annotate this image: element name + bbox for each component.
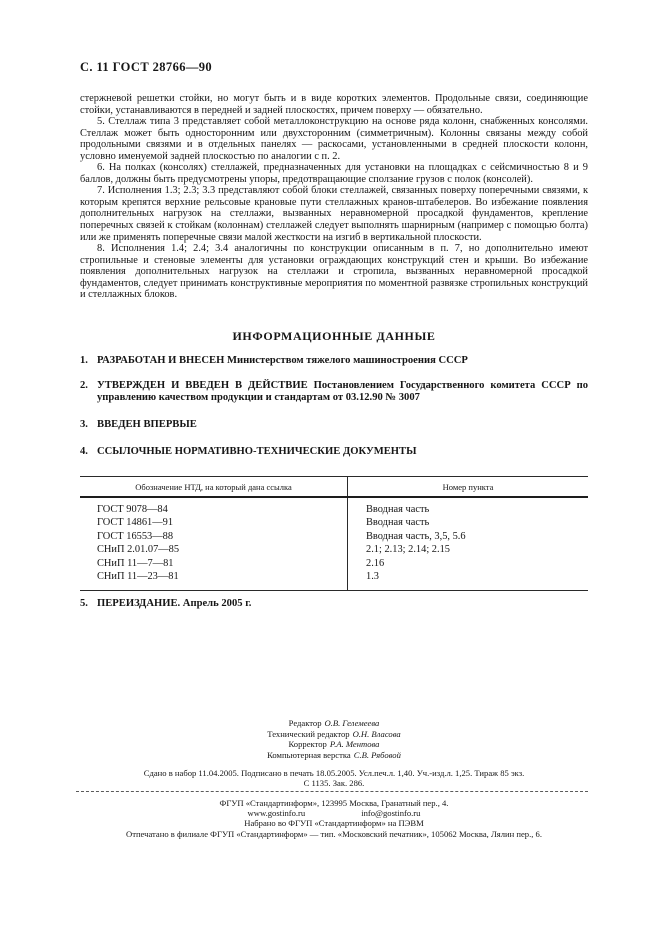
cell-ntd: СНиП 11—7—81 (80, 557, 348, 570)
print-info (40, 768, 628, 789)
item-text: РАЗРАБОТАН И ВНЕСЕН Министерством тяжелого машиностроения СССР (97, 355, 468, 366)
cell-ntd: ГОСТ 9078—84 (80, 498, 348, 516)
editors-block (80, 718, 588, 760)
item-number: 4. (80, 446, 88, 457)
cell-ntd: СНиП 2.01.07—85 (80, 543, 348, 556)
item-number: 2. (80, 380, 88, 391)
table-header-ntd: Обозначение НТД, на который дана ссылка (80, 477, 348, 496)
editor-role: Корректор (288, 739, 327, 750)
paragraph: стержневой решетки стойки, но могут быть и в виде коротких элементов. Продольные связи, соединяющие стойки, устанавливаются в передней и задней плоскостях, причем поверху — обязательно. (80, 93, 588, 116)
editor-name: С.В. Рябовой (353, 749, 401, 760)
item-text: ПЕРЕИЗДАНИЕ. Апрель 2005 г. (97, 598, 252, 609)
editor-role: Редактор (288, 718, 322, 728)
cell-punkt: 1.3 (366, 571, 379, 583)
info-item-reissue (80, 598, 588, 610)
editor-line (80, 729, 588, 740)
imprint-block (40, 798, 628, 839)
table-row (80, 543, 588, 556)
print-line: С 1135. Зак. 286. (303, 778, 365, 789)
table-row (80, 516, 588, 529)
item-number: 1. (80, 355, 88, 366)
item-text: ССЫЛОЧНЫЕ НОРМАТИВНО-ТЕХНИЧЕСКИЕ ДОКУМЕНТЫ (97, 446, 417, 457)
info-item-references (80, 446, 588, 458)
editor-line (80, 750, 588, 761)
horizontal-divider (76, 791, 588, 792)
imprint-contacts (40, 808, 628, 818)
website-text: www.gostinfo.ru (247, 808, 306, 819)
info-item-first-edition (80, 419, 588, 431)
editor-name: Р.А. Ментова (329, 739, 380, 750)
editor-name: О.В. Гелемеева (324, 718, 380, 728)
paragraph: 6. На полках (консолях) стеллажей, предназначенных для установки на площадках с сейсмичностью 8 и 9 баллов, должны быть предусмотрены упоры, предотвращающие сползание грузов с полок (консолей). (80, 162, 588, 185)
item-text: УТВЕРЖДЕН И ВВЕДЕН В ДЕЙСТВИЕ Постановлением Государственного комитета СССР по управлению качеством продукции и стандартам от 03.12.90 № 3007 (97, 380, 588, 403)
table-row (80, 570, 588, 590)
info-item-developed (80, 355, 588, 367)
imprint-address: ФГУП «Стандартинформ», 123995 Москва, Гранатный пер., 4. (219, 798, 449, 808)
cell-punkt: 2.16 (366, 557, 385, 569)
cell-ntd: СНиП 11—23—81 (80, 570, 348, 590)
table-row (80, 530, 588, 543)
paragraph: 8. Исполнения 1.4; 2.4; 3.4 аналогичны по конструкции описанным в п. 7, но дополнительно имеют стропильные и стеновые элементы для установки ограждающих конструкций стен и крыши. Во избежание появления дополнительных нагрузок на стеллажи и стропила, вызванных неравномерной просадкой фундаментов, следует принимать конструктивные мероприятия по моментной развязке стропильных конструкций и стеллажных блоков. (80, 243, 588, 301)
cell-punkt: Вводная часть (366, 504, 430, 515)
editor-line (80, 718, 588, 729)
imprint-typeset: Набрано во ФГУП «Стандартинформ» на ПЭВМ (244, 818, 424, 829)
table-body (80, 498, 588, 590)
item-text: ВВЕДЕН ВПЕРВЫЕ (97, 419, 197, 430)
email-text: info@gostinfo.ru (361, 808, 421, 819)
table-row (80, 557, 588, 570)
item-number: 5. (80, 598, 88, 609)
imprint-printed: Отпечатано в филиале ФГУП «Стандартинформ» — тип. «Московский печатник», 105062 Москва, Лялин пер., 6. (125, 828, 542, 839)
editor-line (80, 739, 588, 750)
cell-punkt: 2.1; 2.13; 2.14; 2.15 (366, 544, 450, 556)
info-item-approved (80, 380, 588, 403)
cell-ntd: ГОСТ 14861—91 (80, 516, 348, 529)
editor-role: Технический редактор (267, 728, 350, 739)
print-line: Сдано в набор 11.04.2005. Подписано в печать 18.05.2005. Усл.печ.л. 1,40. Уч.-изд.л. 1,25. Тираж 85 экз. (143, 768, 525, 778)
editor-name: О.Н. Власова (352, 728, 401, 739)
item-number: 3. (80, 419, 88, 430)
cell-punkt: Вводная часть, 3,5, 5.6 (366, 530, 466, 542)
references-table (80, 476, 588, 591)
page-header: С. 11 ГОСТ 28766—90 (80, 60, 213, 74)
body-text (80, 93, 588, 301)
paragraph: 5. Стеллаж типа 3 представляет собой металлоконструкцию на основе ряда колонн, снабженных консолями. Стеллаж может быть односторонним или двухсторонним (симметричным). Колонны связаны между собой продольными связями и в отдельных панелях — раскосами, установленными в средней плоскости колонн, условно именуемой задней плоскостью по аналогии с п. 2. (80, 116, 588, 162)
section-heading: ИНФОРМАЦИОННЫЕ ДАННЫЕ (232, 329, 436, 343)
cell-ntd: ГОСТ 16553—88 (80, 530, 348, 543)
table-header-punkt: Номер пункта (442, 482, 494, 492)
editor-role: Компьютерная верстка (267, 749, 351, 760)
cell-punkt: Вводная часть (366, 517, 430, 529)
table-row (80, 498, 588, 516)
table-header-row (80, 477, 588, 498)
paragraph: 7. Исполнения 1.3; 2.3; 3.3 представляют собой блоки стеллажей, связанных поверху поперечными связями, к которым крепятся верхние рельсовые крановые пути стеллажных кранов-штабелеров. Во избежание появления дополнительных нагрузок на стеллажи, вызванных неравномерной просадкой фундаментов, крепление поперечных связей к стойкам (колоннам) стеллажей следует выполнять шарнирным (например с помощью болта) или же применять поперечные связи малой жесткости на изгиб в вертикальной плоскости. (80, 185, 588, 243)
